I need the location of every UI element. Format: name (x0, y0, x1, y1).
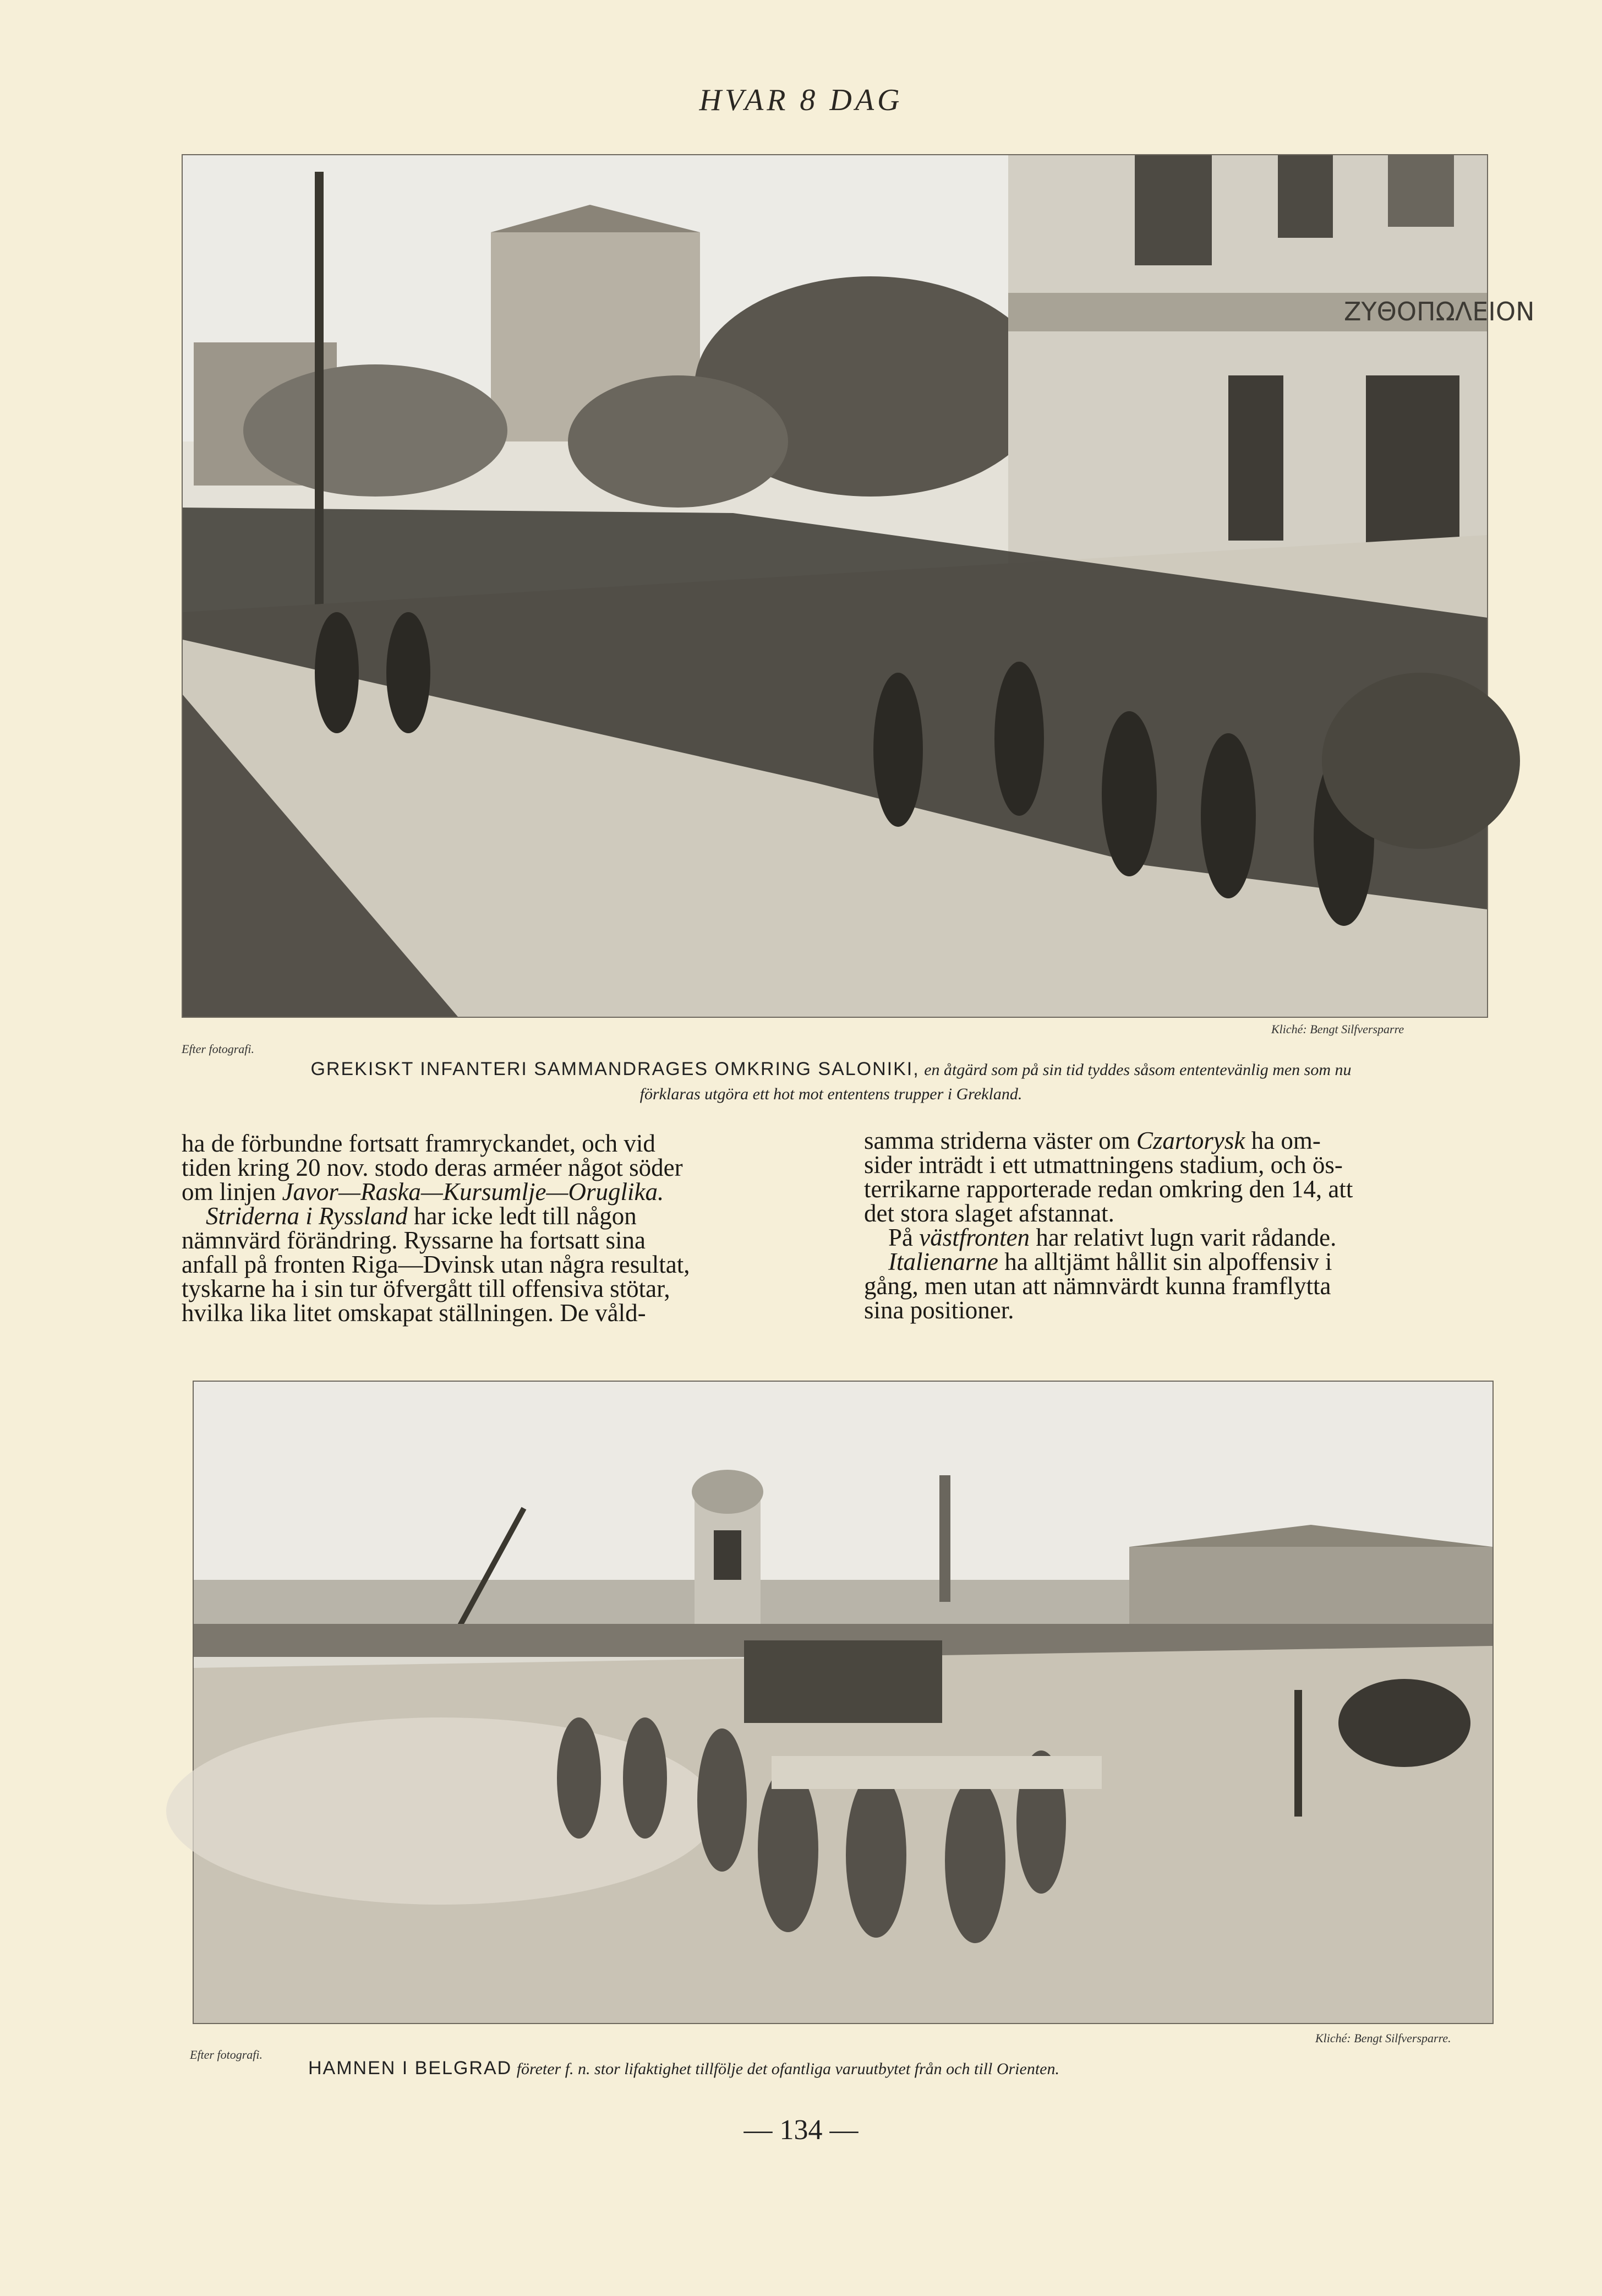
article-column-right (864, 1128, 1489, 1322)
right-line-1 (864, 1128, 1489, 1153)
right-line-3: terrikarne rapporterade redan omkring den 14, att (864, 1175, 1353, 1203)
photo2-credit-left: Efter fotografi. (190, 2048, 263, 2062)
page-number: — 134 — (743, 2114, 859, 2146)
left-line-3 (182, 1180, 812, 1204)
right-line-6-italic: Italienarne (888, 1248, 998, 1275)
left-line-4 (182, 1204, 812, 1228)
right-line-1-end: ha om- (1245, 1127, 1321, 1154)
photo1-credit-left: Efter fotografi. (182, 1042, 254, 1056)
right-line-5-end: har relativt lugn varit rådande. (1030, 1224, 1337, 1251)
right-line-8: sina positioner. (864, 1296, 1014, 1324)
right-line-6-text: ha alltjämt hållit sin alpoffensiv i (998, 1248, 1332, 1275)
photo1-caption-text-1: en åtgärd som på sin tid tyddes såsom ententevänlig men som nu (924, 1061, 1352, 1079)
right-line-5-italic: västfronten (919, 1224, 1030, 1251)
right-line-6 (864, 1250, 1489, 1274)
photo-greek-infantry-drawing (183, 155, 1535, 1017)
photo-belgrade-harbour (193, 1381, 1494, 2024)
left-line-6: anfall på fronten Riga—Dvinsk utan några resultat, (182, 1251, 690, 1278)
left-line-4-italic: Striderna i Ryssland (206, 1202, 408, 1230)
left-line-1: ha de förbundne fortsatt framryckandet, och vid (182, 1130, 655, 1157)
photo2-caption-text: företer f. n. stor lifaktighet tillfölje det ofantliga varuutbytet från och till Orienten. (516, 2060, 1059, 2078)
right-line-5 (864, 1225, 1489, 1250)
photo1-credit-right: Kliché: Bengt Silfversparre (1271, 1022, 1404, 1036)
photo-belgrade-harbour-drawing (194, 1382, 1492, 2023)
shop-sign-text: ΖΥΘΟΠΩΛΕΙΟΝ (1344, 297, 1535, 326)
photo1-caption-title: GREKISKT INFANTERI SAMMANDRAGES OMKRING SALONIKI, (310, 1059, 920, 1079)
page-header: HVAR 8 DAG (699, 83, 903, 117)
photo1-caption-text-2: förklaras utgöra ett hot mot ententens trupper i Grekland. (639, 1085, 1023, 1103)
left-line-8: hvilka lika litet omskapat ställningen. De våld- (182, 1299, 646, 1327)
left-line-7: tyskarne ha i sin tur öfvergått till offensiva stötar, (182, 1275, 670, 1302)
left-line-3-text: om linjen (182, 1178, 282, 1206)
photo2-caption (308, 2056, 1409, 2081)
right-line-1-text: samma striderna väster om (864, 1127, 1136, 1154)
photo2-caption-title: HAMNEN I BELGRAD (308, 2058, 512, 2079)
right-line-1-italic: Czartorysk (1136, 1127, 1245, 1154)
right-line-4: det stora slaget afstannat. (864, 1199, 1114, 1227)
left-line-3-italic: Javor—Raska—Kursumlje—Oruglika. (282, 1178, 664, 1206)
left-line-4-text: har icke ledt till någon (407, 1202, 637, 1230)
article-column-left (182, 1131, 812, 1325)
left-line-5: nämnvärd förändring. Ryssarne ha fortsatt sina (182, 1226, 646, 1254)
right-line-7: gång, men utan att nämnvärdt kunna framflytta (864, 1272, 1331, 1300)
photo-greek-infantry (182, 154, 1535, 1018)
photo2-credit-right: Kliché: Bengt Silfversparre. (1315, 2031, 1451, 2045)
photo1-caption (165, 1057, 1497, 1106)
left-line-2: tiden kring 20 nov. stodo deras arméer något söder (182, 1154, 683, 1181)
right-line-2: sider inträdt i ett utmattningens stadium, och ös- (864, 1151, 1343, 1179)
right-line-5-text: På (888, 1224, 920, 1251)
